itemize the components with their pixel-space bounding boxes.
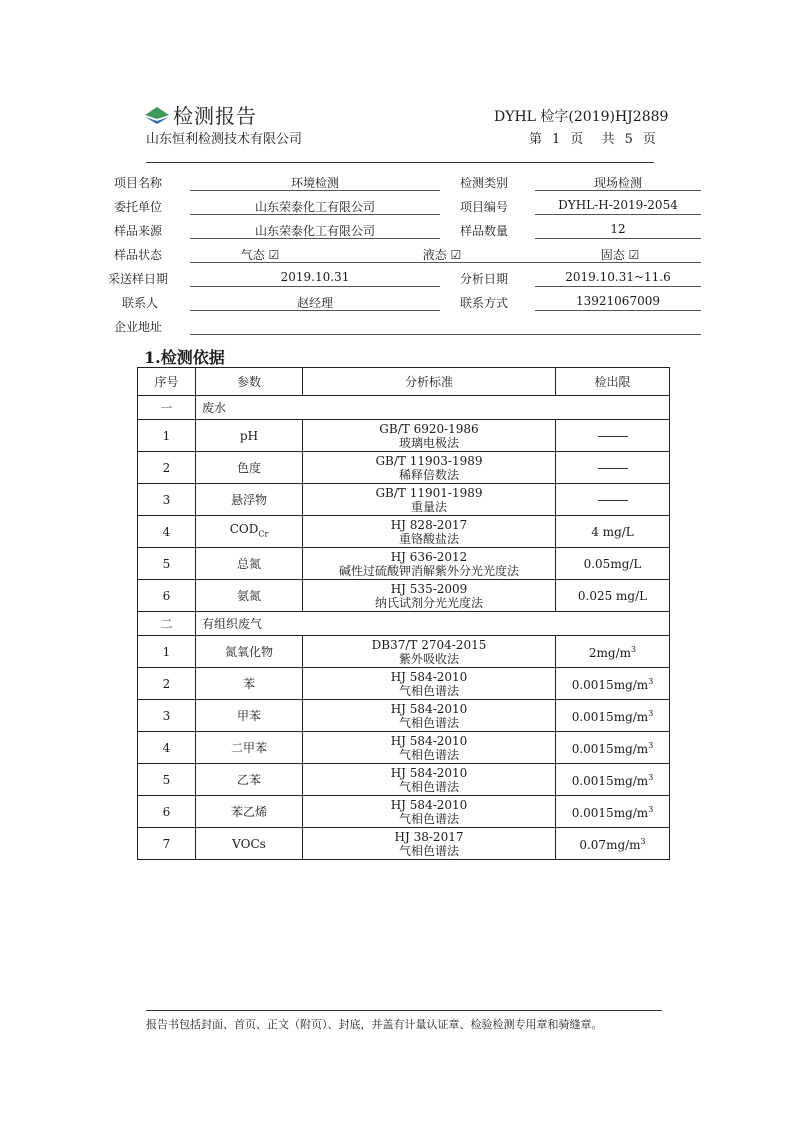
standard-code: HJ 584-2010 [390, 701, 468, 716]
row-number: 3 [138, 484, 196, 516]
standard-code: HJ 584-2010 [390, 765, 468, 780]
standard-method: 气相色谱法 [398, 747, 459, 762]
standard-method: 气相色谱法 [398, 779, 459, 794]
table-row [138, 484, 670, 516]
detection-limit: 4 mg/L [556, 516, 670, 548]
analysis-date-label: 分析日期 [460, 272, 509, 286]
row-number: 6 [138, 796, 196, 828]
dash-placeholder [598, 436, 628, 437]
underline [190, 262, 701, 263]
standard-method: 稀释倍数法 [398, 467, 459, 482]
report-title [143, 100, 257, 129]
table-row [138, 516, 670, 548]
contact-value: 赵经理 [296, 296, 333, 310]
row-number: 5 [138, 548, 196, 580]
test-type-value: 现场检测 [593, 176, 642, 190]
company-name: 山东恒利检测技术有限公司 [146, 132, 303, 147]
parameter: VOCs [196, 828, 303, 860]
contact-label: 联系人 [122, 296, 159, 310]
standard-method: 重量法 [410, 499, 447, 514]
standard-method: 紫外吸收法 [398, 651, 459, 666]
row-number: 3 [138, 700, 196, 732]
table-row [138, 732, 670, 764]
sample-count-label: 样品数量 [460, 224, 509, 238]
parameter: 二甲苯 [196, 732, 303, 764]
parameter: 乙苯 [196, 764, 303, 796]
page-total: 5 [624, 132, 633, 147]
state-solid: 固态 ☑ [600, 248, 640, 262]
phone-label: 联系方式 [460, 296, 509, 310]
section-name: 废水 [196, 396, 670, 420]
col-header-limit: 检出限 [556, 368, 670, 396]
project-name-label: 项目名称 [114, 176, 163, 190]
client-value: 山东荣泰化工有限公司 [254, 200, 375, 214]
standard-cell [303, 700, 556, 732]
phone-value: 13921067009 [576, 294, 660, 308]
parameter: $COD_{Cr}$ [196, 516, 303, 548]
table-row [138, 580, 670, 612]
standard-cell [303, 828, 556, 860]
detection-limit: 0.05mg/L [556, 548, 670, 580]
standard-method: 重铬酸盐法 [398, 531, 459, 546]
standard-cell [303, 580, 556, 612]
company-logo-icon [143, 105, 171, 125]
standard-method: 气相色谱法 [398, 715, 459, 730]
analysis-date-value: 2019.10.31~11.6 [565, 270, 671, 284]
detection-limit: $0.07mg/m^3$ [556, 828, 670, 860]
detection-limit: $2mg/m^3$ [556, 636, 670, 668]
sampling-date-value: 2019.10.31 [280, 270, 350, 284]
table-row [138, 796, 670, 828]
table-row [138, 636, 670, 668]
table-row [138, 668, 670, 700]
standard-method: 碱性过硫酸钾消解紫外分光光度法 [338, 563, 519, 578]
col-header-param: 参数 [196, 368, 303, 396]
page-mid: 页 [570, 132, 584, 147]
standard-cell [303, 420, 556, 452]
standard-cell [303, 452, 556, 484]
row-number: 4 [138, 516, 196, 548]
detection-limit: $0.0015mg/m^3$ [556, 700, 670, 732]
standard-code: HJ 584-2010 [390, 797, 468, 812]
standard-method: 气相色谱法 [398, 843, 459, 858]
parameter: 色度 [196, 452, 303, 484]
sample-count-value: 12 [610, 222, 626, 236]
row-number: 1 [138, 420, 196, 452]
table-row [138, 420, 670, 452]
standard-cell [303, 516, 556, 548]
standard-code: GB/T 11901-1989 [375, 485, 483, 500]
address-label: 企业地址 [114, 320, 163, 334]
test-type-label: 检测类别 [460, 176, 509, 190]
standard-code: HJ 535-2009 [390, 581, 468, 596]
underline [190, 286, 440, 287]
state-gas: 气态 ☑ [240, 248, 280, 262]
detection-limit: $0.0015mg/m^3$ [556, 668, 670, 700]
page-current: 1 [552, 132, 561, 147]
sample-state-label: 样品状态 [114, 248, 163, 262]
section-row-wastewater [138, 396, 670, 420]
row-number: 7 [138, 828, 196, 860]
parameter: 悬浮物 [196, 484, 303, 516]
underline [190, 310, 440, 311]
sampling-date-label: 采送样日期 [108, 272, 169, 286]
project-no-label: 项目编号 [460, 200, 509, 214]
standard-cell [303, 484, 556, 516]
section-title: 1.检测依据 [144, 348, 225, 367]
standard-code: HJ 828-2017 [390, 517, 468, 532]
underline [190, 214, 440, 215]
doc-number: DYHL 检字(2019)HJ2889 [494, 109, 669, 125]
standard-code: HJ 636-2012 [390, 549, 468, 564]
detection-limit [556, 484, 670, 516]
row-number: 6 [138, 580, 196, 612]
standard-code: GB/T 6920-1986 [379, 421, 479, 436]
parameter: 苯乙烯 [196, 796, 303, 828]
standard-code: HJ 38-2017 [394, 829, 464, 844]
detection-limit: $0.0015mg/m^3$ [556, 764, 670, 796]
sample-source-label: 样品来源 [114, 224, 163, 238]
underline [535, 286, 701, 287]
standard-method: 纳氏试剂分光光度法 [374, 595, 483, 610]
col-header-no: 序号 [138, 368, 196, 396]
table-row [138, 452, 670, 484]
table-row [138, 548, 670, 580]
row-number: 4 [138, 732, 196, 764]
row-number: 1 [138, 636, 196, 668]
section-number: 一 [138, 396, 196, 420]
detection-limit: 0.025 mg/L [556, 580, 670, 612]
table-row [138, 700, 670, 732]
footer-note: 报告书包括封面、首页、正文（附页）、封底，并盖有计量认证章、检验检测专用章和骑缝章。 [146, 1018, 603, 1031]
detection-limit [556, 452, 670, 484]
col-header-standard: 分析标准 [303, 368, 556, 396]
standard-code: GB/T 11903-1989 [375, 453, 483, 468]
state-liquid: 液态 ☑ [422, 248, 462, 262]
standard-cell [303, 764, 556, 796]
dash-placeholder [598, 468, 628, 469]
parameter: 甲苯 [196, 700, 303, 732]
sample-source-value: 山东荣泰化工有限公司 [254, 224, 375, 238]
parameter: 苯 [196, 668, 303, 700]
standard-method: 玻璃电极法 [398, 435, 459, 450]
client-label: 委托单位 [114, 200, 163, 214]
footer-divider [146, 1010, 662, 1011]
page-total-prefix: 共 [601, 132, 615, 147]
table-row [138, 764, 670, 796]
standard-method: 气相色谱法 [398, 811, 459, 826]
table-row [138, 828, 670, 860]
page-info [524, 128, 661, 147]
underline [535, 214, 701, 215]
project-no-value: DYHL-H-2019-2054 [558, 198, 678, 212]
detection-limit: $0.0015mg/m^3$ [556, 796, 670, 828]
section-row-exhaust-gas [138, 612, 670, 636]
standard-code: HJ 584-2010 [390, 733, 468, 748]
row-number: 2 [138, 668, 196, 700]
page-prefix: 第 [529, 132, 543, 147]
table-header-row [138, 368, 670, 396]
underline [190, 334, 701, 335]
standard-cell [303, 796, 556, 828]
standard-code: DB37/T 2704-2015 [371, 637, 487, 652]
underline [535, 238, 701, 239]
section-name: 有组织废气 [196, 612, 670, 636]
parameter: 总氮 [196, 548, 303, 580]
parameter: 氮氧化物 [196, 636, 303, 668]
standard-method: 气相色谱法 [398, 683, 459, 698]
header-divider [146, 162, 654, 163]
standard-cell [303, 668, 556, 700]
row-number: 5 [138, 764, 196, 796]
parameter: 氨氮 [196, 580, 303, 612]
underline [190, 238, 440, 239]
standards-table [137, 367, 670, 860]
standard-cell [303, 548, 556, 580]
section-number: 二 [138, 612, 196, 636]
report-title-text: 检测报告 [173, 104, 257, 128]
parameter: pH [196, 420, 303, 452]
detection-limit [556, 420, 670, 452]
standard-cell [303, 636, 556, 668]
underline [535, 310, 701, 311]
standard-code: HJ 584-2010 [390, 669, 468, 684]
row-number: 2 [138, 452, 196, 484]
dash-placeholder [598, 500, 628, 501]
underline [535, 190, 701, 191]
project-name-value: 环境检测 [290, 176, 339, 190]
underline [190, 190, 440, 191]
standard-cell [303, 732, 556, 764]
page-suffix: 页 [642, 132, 656, 147]
detection-limit: $0.0015mg/m^3$ [556, 732, 670, 764]
